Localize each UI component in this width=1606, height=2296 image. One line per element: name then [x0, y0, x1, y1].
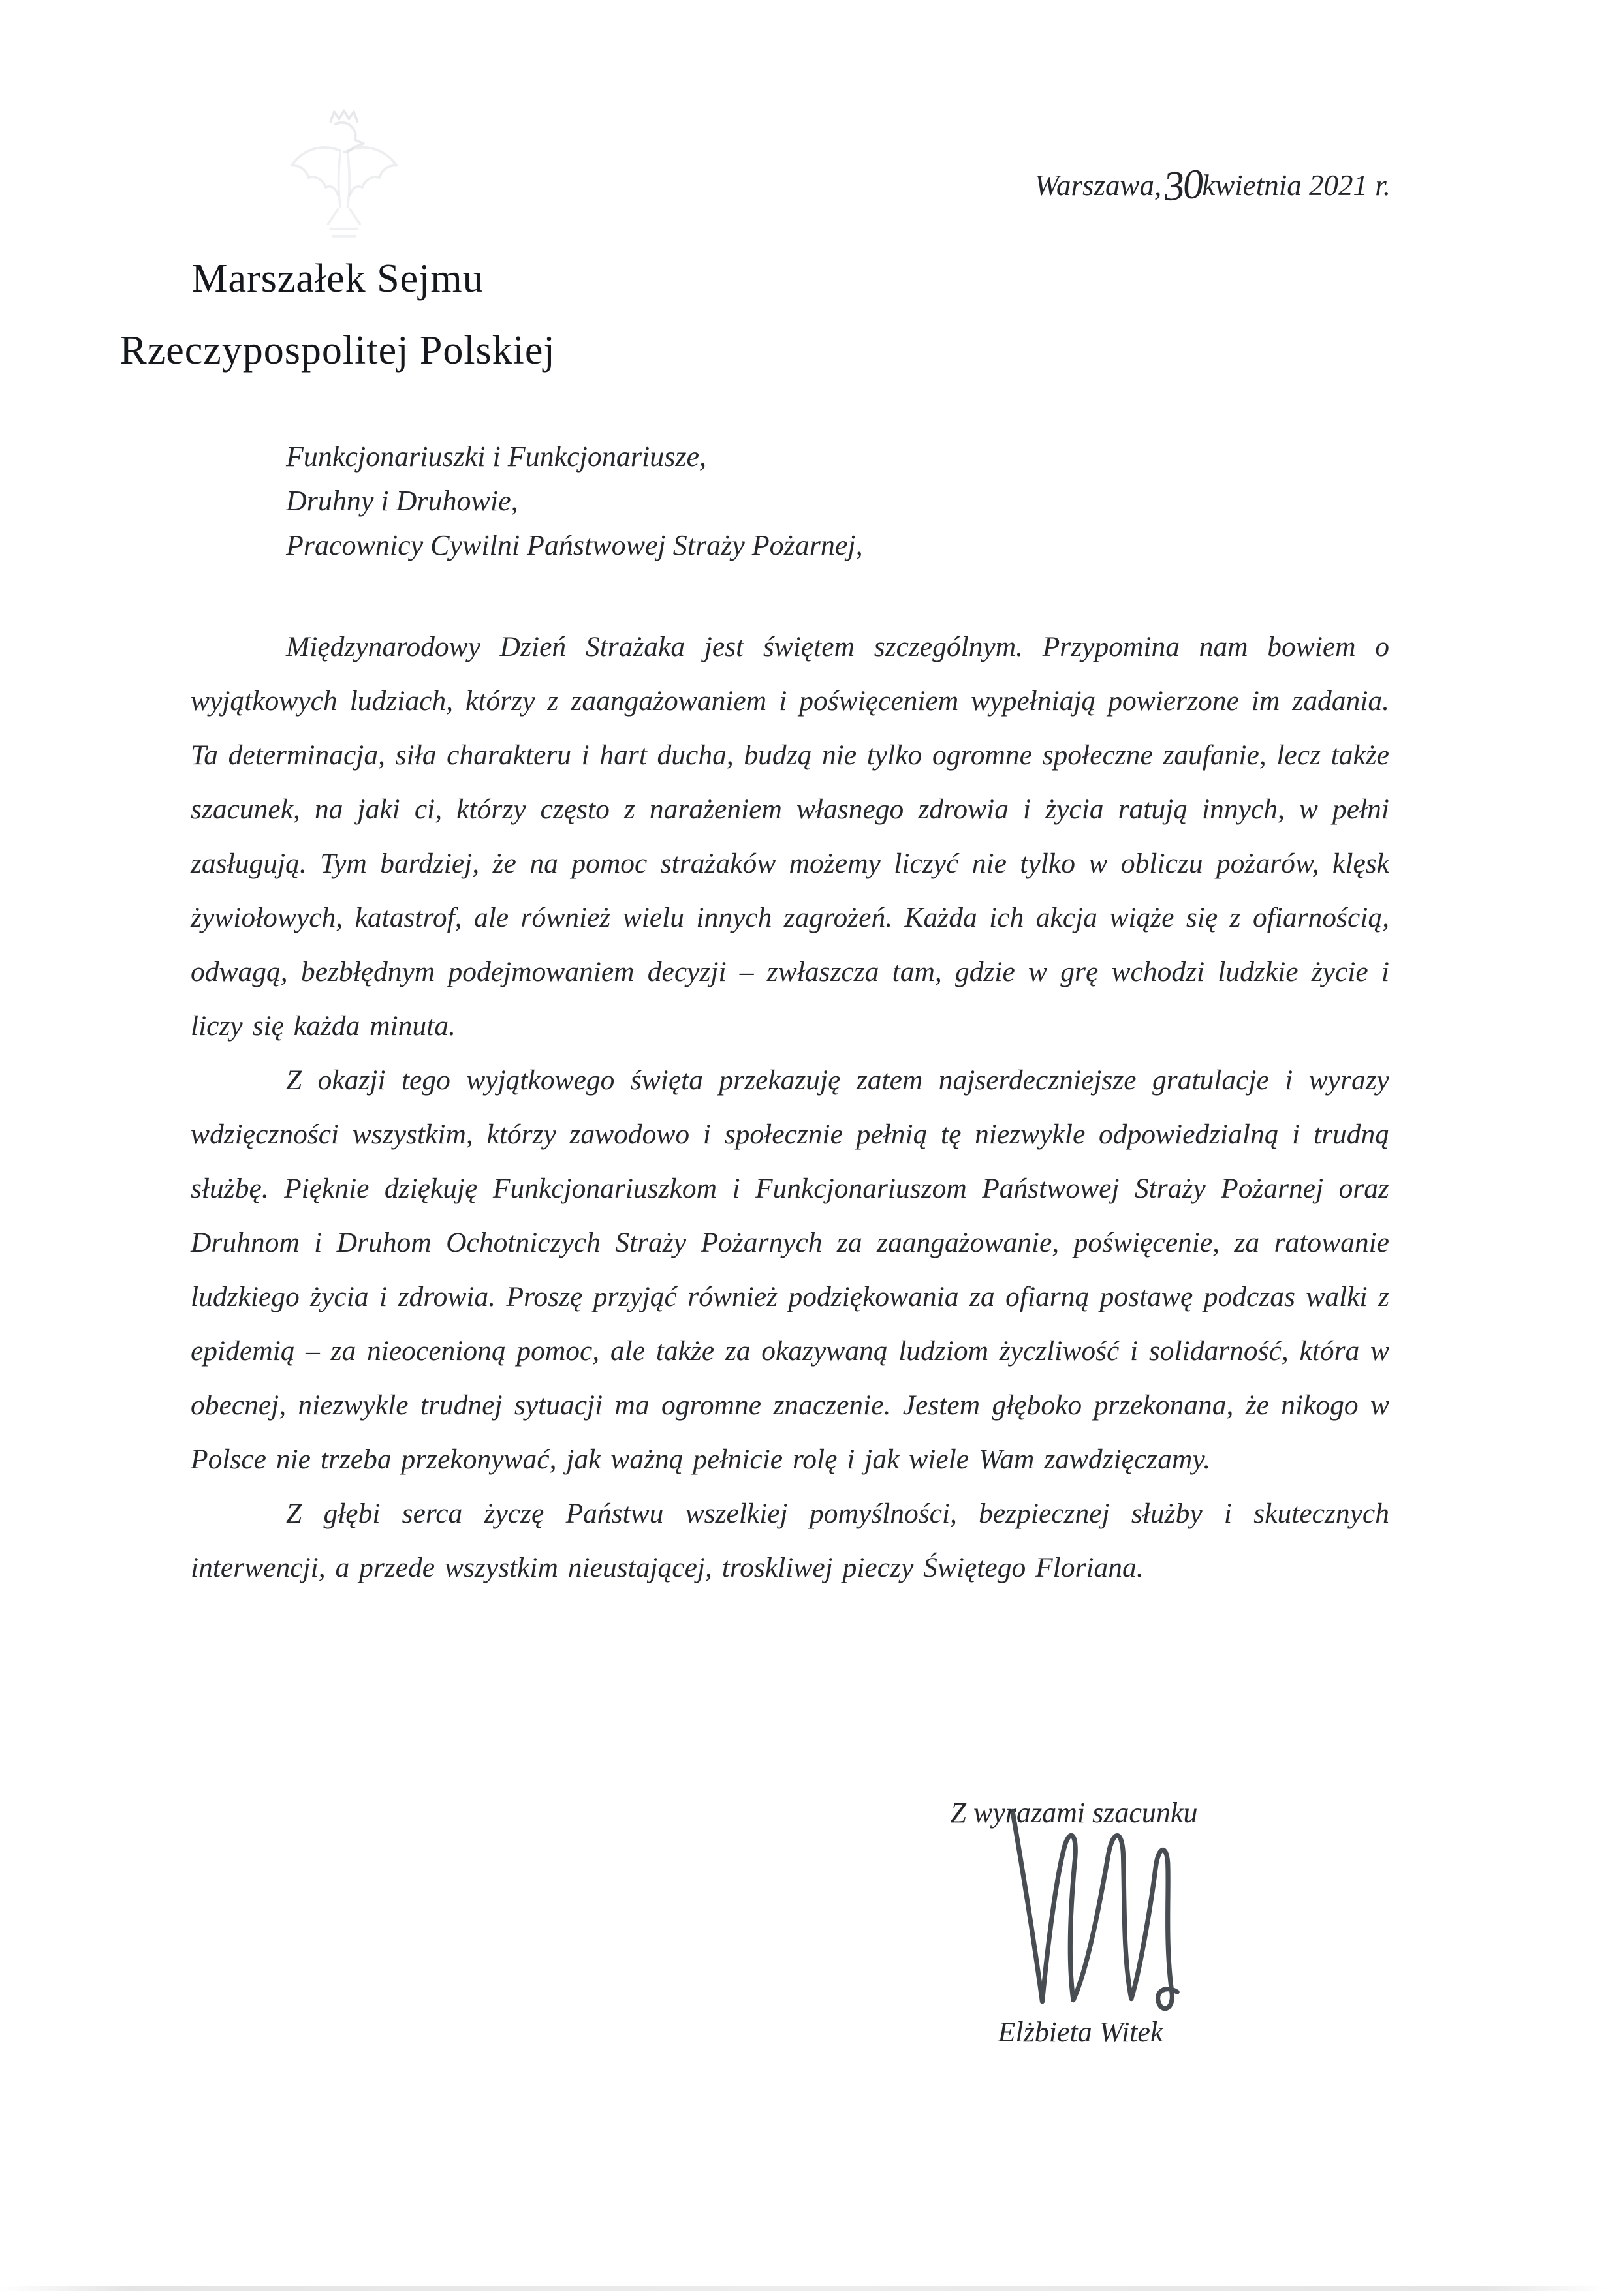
date-day-handwritten: 30	[1161, 160, 1204, 210]
handwritten-signature-icon	[992, 1790, 1195, 2025]
date-line	[1034, 160, 1391, 210]
salutation-line: Funkcjonariuszki i Funkcjonariusze,	[286, 441, 707, 473]
letterhead-line1: Marszałek Sejmu	[191, 256, 484, 301]
eagle-watermark-icon	[281, 104, 405, 245]
paragraph-1: Międzynarodowy Dzień Strażaka jest świętem szczególnym. Przypomina nam bowiem o wyjątkowych ludziach, którzy z zaangażowaniem i poświęceniem wypełniają powierzone im zadania. Ta determinacja, siła charakteru i hart ducha, budzą nie tylko ogromne społeczne zaufanie, lecz także szacunek, na jaki ci, którzy często z narażeniem własnego zdrowia i życia ratują innych, w pełni zasługują. Tym bardziej, że na pomoc strażaków możemy liczyć nie tylko w obliczu pożarów, klęsk żywiołowych, katastrof, ale również wielu innych zagrożeń. Każda ich akcja wiąże się z ofiarnością, odwagą, bezbłędnym podejmowaniem decyzji – zwłaszcza tam, gdzie w grę wchodzi ludzkie życie i liczy się każda minuta.	[191, 631, 1389, 1042]
letterhead-line2: Rzeczypospolitej Polskiej	[119, 328, 556, 373]
salutation-line: Druhny i Druhowie,	[286, 485, 518, 517]
date-city: Warszawa,	[1034, 169, 1162, 202]
paragraph-3: Z głębi serca życzę Państwu wszelkiej pomyślności, bezpiecznej służby i skutecznych interwencji, a przede wszystkim nieustającej, troskliwej pieczy Świętego Floriana.	[191, 1498, 1389, 1583]
salutation-line: Pracownicy Cywilni Państwowej Straży Pożarnej,	[286, 529, 863, 561]
signature-name: Elżbieta Witek	[998, 2016, 1163, 2048]
paragraph-2: Z okazji tego wyjątkowego święta przekazuję zatem najserdeczniejsze gratulacje i wyrazy wdzięczności wszystkim, którzy zawodowo i społecznie pełnią tę niezwykle odpowiedzialną i trudną służbę. Pięknie dziękuję Funkcjonariuszkom i Funkcjonariuszom Państwowej Straży Pożarnej oraz Druhnom i Druhom Ochotniczych Straży Pożarnych za zaangażowanie, poświęcenie, za ratowanie ludzkiego życia i zdrowia. Proszę przyjąć również podziękowania za ofiarną postawę podczas walki z epidemią – za nieocenioną pomoc, ale także za okazywaną ludziom życzliwość i solidarność, która w obecnej, niezwykle trudnej sytuacji ma ogromne znaczenie. Jestem głęboko przekonana, że nikogo w Polsce nie trzeba przekonywać, jak ważną pełnicie rolę i jak wiele Wam zawdzięczamy.	[191, 1064, 1389, 1475]
salutation	[286, 435, 863, 568]
letterhead	[88, 243, 587, 386]
scan-artifact	[0, 2286, 1606, 2291]
letter-body	[191, 620, 1389, 1595]
closing-phrase: Z wyrazami szacunku	[950, 1797, 1198, 1829]
date-rest: kwietnia 2021 r.	[1202, 169, 1391, 202]
